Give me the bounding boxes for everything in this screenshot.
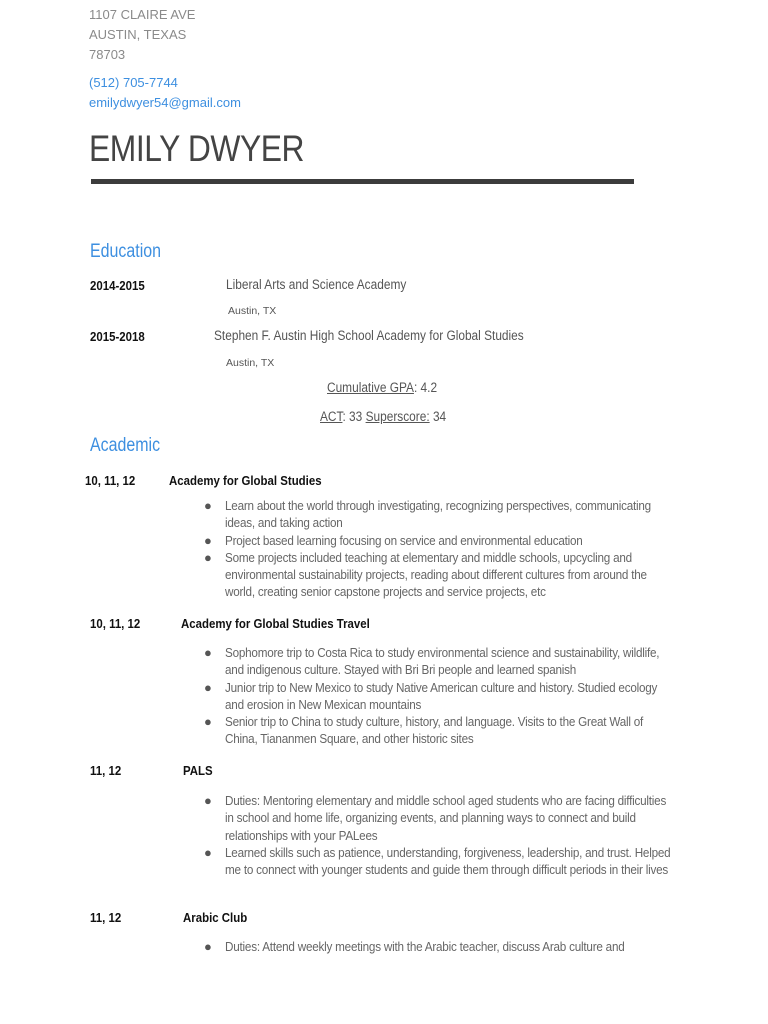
academic-heading: Academic [90, 435, 161, 456]
phone-link[interactable]: (512) 705-7744 [89, 75, 178, 90]
academic-grades-2: 10, 11, 12 [90, 616, 141, 631]
act-value: : 33 [342, 409, 366, 424]
address-line-1: 1107 CLAIRE AVE [89, 7, 196, 22]
superscore-label: Superscore: [365, 409, 430, 424]
academic-grades-3: 11, 12 [90, 763, 122, 778]
education-years-1: 2014-2015 [90, 278, 145, 293]
bullet-icon: ● [204, 714, 212, 730]
name-divider [91, 179, 634, 184]
gpa-label: Cumulative GPA [327, 380, 414, 395]
address-line-2: AUSTIN, TEXAS [89, 27, 187, 42]
bullet-icon: ● [204, 532, 212, 548]
bullet-icon: ● [204, 844, 212, 860]
academic-bullets-4 [204, 938, 724, 955]
superscore-value: 34 [429, 409, 447, 424]
bullet-icon: ● [204, 679, 212, 695]
bullet-icon: ● [204, 498, 212, 513]
list-item: ● Duties: Mentoring elementary and middle school aged students who are facing difficulties in school and home life, organizing events, and planning ways to connect and build relationships with your PALees [204, 793, 667, 843]
academic-grades-1: 10, 11, 12 [85, 473, 136, 488]
act-line [320, 409, 446, 424]
list-item: ● Sophomore trip to Costa Rica to study environmental science and sustainability, wildlife, and indigenous culture. Stayed with Bri Bri people and learned spanish [204, 645, 660, 678]
gpa-line [327, 380, 437, 395]
academic-grades-4: 11, 12 [90, 910, 122, 925]
list-item: ● Learned skills such as patience, understanding, forgiveness, leadership, and trust. Helped me to connect with younger students and guide them through difficult periods in their lives [204, 844, 671, 878]
list-item: ● Junior trip to New Mexico to study Native American culture and history. Studied ecology and erosion in New Mexican mountains [204, 679, 658, 712]
education-heading: Education [90, 241, 161, 262]
education-location-1: Austin, TX [228, 305, 277, 317]
academic-title-4: Arabic Club [183, 910, 248, 925]
academic-bullets-1 [204, 497, 724, 601]
education-school-2: Stephen F. Austin High School Academy for Global Studies [214, 328, 524, 343]
email-link[interactable]: emilydwyer54@gmail.com [89, 95, 241, 110]
resume-name: EMILY DWYER [89, 128, 305, 169]
bullet-icon: ● [204, 793, 212, 808]
education-location-2: Austin, TX [226, 357, 275, 369]
academic-bullets-3 [204, 792, 724, 878]
education-years-2: 2015-2018 [90, 329, 145, 344]
list-item: ● Some projects included teaching at elementary and middle schools, upcycling and environmental sustainability projects, reading about different cultures from around the world, creating senior capstone projects and service projects, etc [204, 549, 647, 600]
education-school-1: Liberal Arts and Science Academy [226, 277, 407, 292]
academic-title-3: PALS [183, 763, 213, 778]
list-item: ● Learn about the world through investigating, recognizing perspectives, communicating ideas, and taking action [204, 498, 651, 531]
address-line-3: 78703 [89, 47, 126, 62]
act-label: ACT [320, 409, 343, 424]
academic-bullets-2 [204, 644, 724, 748]
list-item: ● Senior trip to China to study culture, history, and language. Visits to the Great Wall of China, Tiananmen Square, and other historic sites [204, 714, 644, 747]
list-item: ● Project based learning focusing on service and environmental education [204, 532, 583, 548]
gpa-value: : 4.2 [413, 380, 438, 395]
list-item: ● Duties: Attend weekly meetings with the Arabic teacher, discuss Arab culture and [204, 939, 625, 954]
bullet-icon: ● [204, 939, 212, 954]
bullet-icon: ● [204, 549, 212, 565]
bullet-icon: ● [204, 645, 212, 660]
academic-title-1: Academy for Global Studies [169, 473, 322, 488]
academic-title-2: Academy for Global Studies Travel [181, 616, 370, 631]
